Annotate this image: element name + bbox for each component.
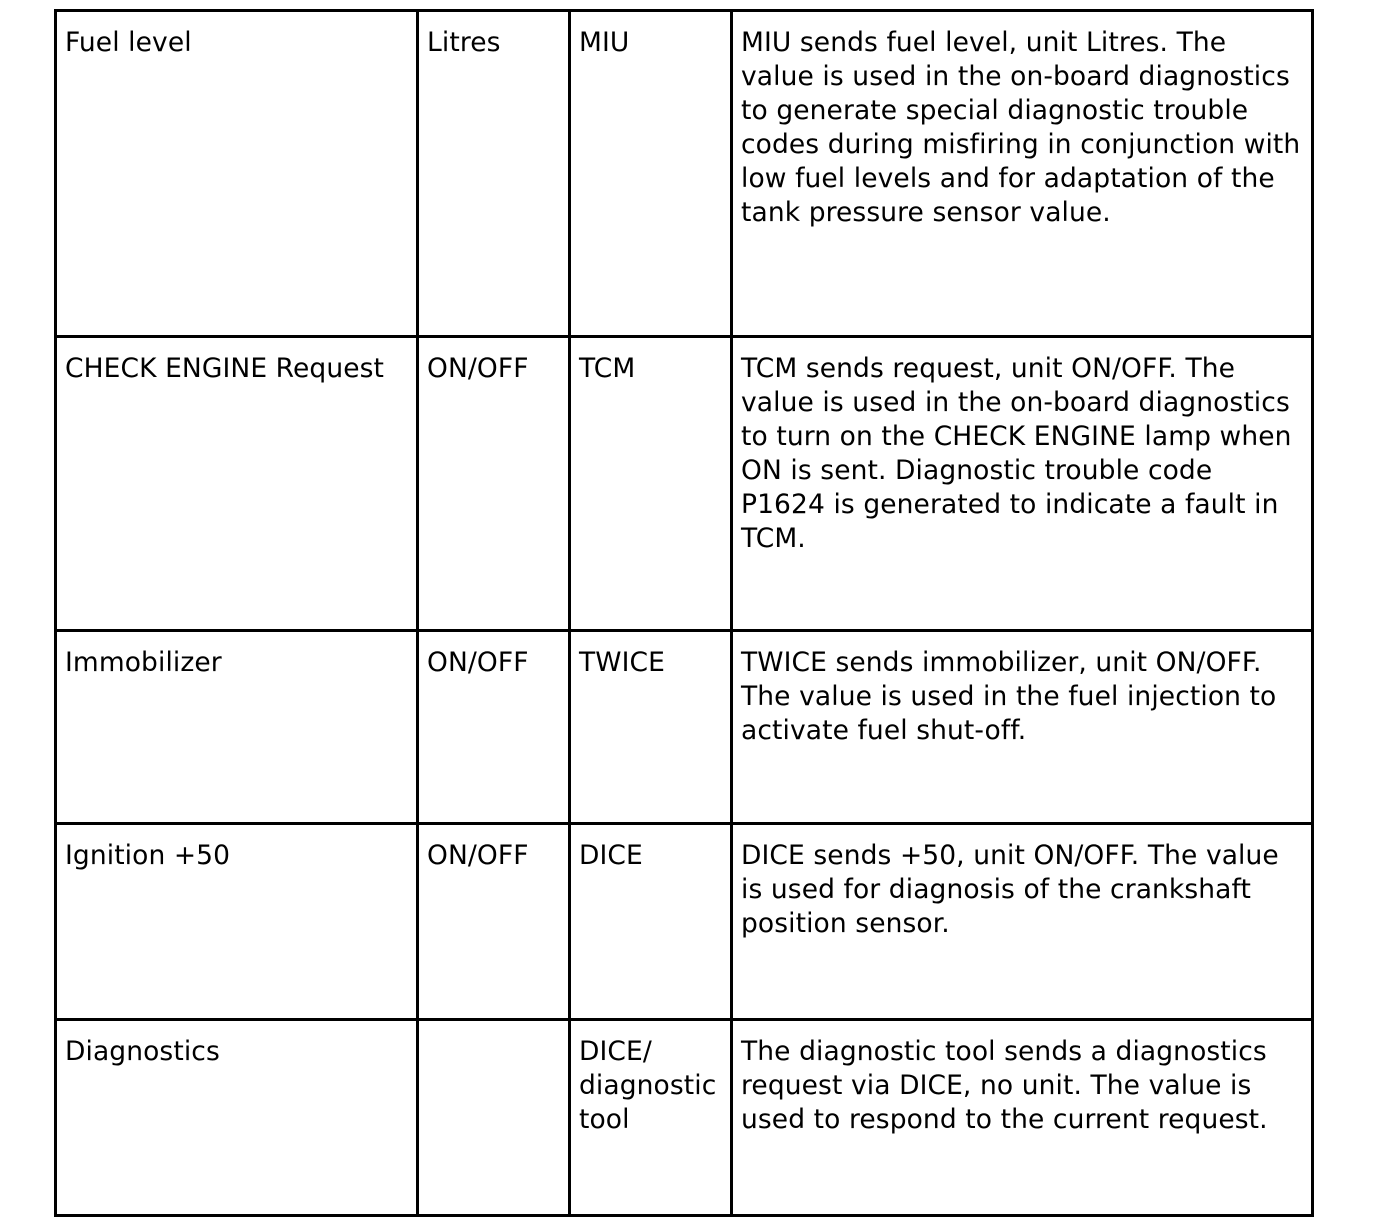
signal-name-cell [56, 11, 418, 337]
description-cell [732, 11, 1313, 337]
table-row [56, 337, 1313, 631]
signal-unit: Litres [427, 27, 501, 58]
signal-name-cell [56, 1020, 418, 1216]
signal-name-cell [56, 631, 418, 824]
signal-source: MIU [579, 27, 630, 58]
unit-cell [418, 337, 570, 631]
table-row [56, 1020, 1313, 1216]
table-row [56, 11, 1313, 337]
signal-name: Immobilizer [65, 647, 222, 678]
unit-cell [418, 1020, 570, 1216]
signal-description: The diagnostic tool sends a diagnostics request via DICE, no unit. The value is used to respond to the current request. [741, 1036, 1268, 1135]
table-row [56, 824, 1313, 1020]
signal-name: Fuel level [65, 27, 192, 58]
signal-source: TCM [579, 353, 636, 384]
description-cell [732, 824, 1313, 1020]
unit-cell [418, 11, 570, 337]
signal-description: DICE sends +50, unit ON/OFF. The value is used for diagnosis of the crankshaft position sensor. [741, 840, 1279, 939]
source-cell [570, 11, 732, 337]
signal-unit: ON/OFF [427, 840, 529, 871]
signal-table [54, 9, 1314, 1217]
source-cell [570, 337, 732, 631]
description-cell [732, 337, 1313, 631]
signal-description: TWICE sends immobilizer, unit ON/OFF. The value is used in the fuel injection to activate fuel shut-off. [741, 647, 1277, 746]
unit-cell [418, 824, 570, 1020]
table-row [56, 631, 1313, 824]
source-cell [570, 824, 732, 1020]
signal-description: TCM sends request, unit ON/OFF. The value is used in the on-board diagnostics to turn on the CHECK ENGINE lamp when ON is sent. Diagnostic trouble code P1624 is generated to indicate a fault in TCM. [741, 353, 1292, 554]
signal-name: Diagnostics [65, 1036, 220, 1067]
signal-unit: ON/OFF [427, 353, 529, 384]
signal-source: DICE [579, 840, 643, 871]
signal-source: TWICE [579, 647, 665, 678]
signal-name-cell [56, 824, 418, 1020]
signal-unit: ON/OFF [427, 647, 529, 678]
source-cell [570, 1020, 732, 1216]
signal-name: CHECK ENGINE Request [65, 353, 385, 384]
signal-source: DICE/ diagnostic tool [579, 1036, 717, 1135]
signal-description: MIU sends fuel level, unit Litres. The value is used in the on-board diagnostics to generate special diagnostic trouble codes during misfiring in conjunction with low fuel levels and for adaptation of the tank pressure sensor value. [741, 27, 1301, 228]
signal-name: Ignition +50 [65, 840, 231, 871]
unit-cell [418, 631, 570, 824]
source-cell [570, 631, 732, 824]
description-cell [732, 631, 1313, 824]
signal-name-cell [56, 337, 418, 631]
description-cell [732, 1020, 1313, 1216]
